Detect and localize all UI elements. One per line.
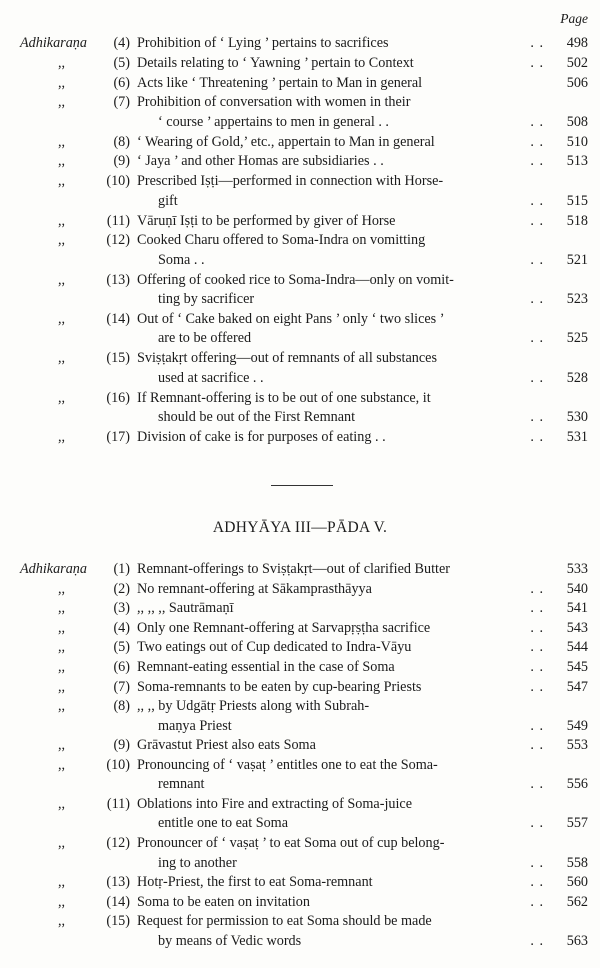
entry-number: (2)	[113, 580, 130, 597]
entry-number: (9)	[113, 153, 130, 170]
leader-dots: . .	[530, 153, 544, 170]
entry-title-line: Soma to be eaten on invitation	[137, 893, 310, 910]
entry-prefix: ,,	[58, 232, 66, 249]
toc-entry	[0, 271, 600, 310]
entry-number: (8)	[113, 133, 130, 150]
toc-section-two	[0, 560, 600, 951]
leader-dots: . .	[530, 212, 544, 229]
entry-number: (3)	[113, 600, 130, 617]
toc-entry	[0, 34, 600, 54]
leader-dots: . .	[530, 330, 544, 347]
entry-prefix: ,,	[58, 153, 66, 170]
entry-title-line: ,, ,, by Udgātṛ Priests along with Subrah-	[137, 698, 370, 715]
toc-entry	[0, 580, 600, 600]
entry-title-line: Grāvastut Priest also eats Soma	[137, 737, 316, 754]
entry-title	[137, 873, 536, 893]
entry-title-line: Soma . .	[158, 251, 205, 268]
toc-entry	[0, 212, 600, 232]
leader-dots: . .	[530, 893, 544, 910]
entry-title-line: ,, ,, ,, Sautrāmaṇī	[137, 600, 234, 617]
entry-title-line: used at sacrifice . .	[158, 369, 264, 386]
entry-title-line: are to be offered	[158, 330, 252, 347]
entry-page-number: 525	[566, 330, 588, 347]
leader-dots: . .	[530, 619, 544, 636]
entry-page-number: 547	[566, 678, 588, 695]
entry-title	[137, 580, 536, 600]
entry-title-line: Request for permission to eat Soma should be made	[137, 913, 432, 930]
entry-title	[137, 172, 536, 211]
entry-title-line: Cooked Charu offered to Soma-Indra on vomitting	[137, 232, 426, 249]
toc-entry	[0, 697, 600, 736]
entry-title	[137, 756, 536, 795]
entry-title-line: ‘ course ’ appertains to men in general . .	[158, 113, 389, 130]
entry-page-number: 506	[566, 74, 588, 91]
entry-number: (10)	[106, 756, 130, 773]
entry-title-line: No remnant-offering at Sākamprasthāyya	[137, 580, 372, 597]
entry-title-line: Acts like ‘ Threatening ’ pertain to Man in general	[137, 74, 423, 91]
entry-number: (9)	[113, 737, 130, 754]
entry-title	[137, 349, 536, 388]
entry-prefix: ,,	[58, 600, 66, 617]
entry-prefix: ,,	[58, 212, 66, 229]
entry-number: (7)	[113, 678, 130, 695]
entry-prefix: ,,	[58, 173, 66, 190]
entry-number: (8)	[113, 698, 130, 715]
leader-dots: . .	[530, 369, 544, 386]
entry-prefix: ,,	[58, 54, 66, 71]
entry-page-number: 540	[566, 580, 588, 597]
entry-page-number: 518	[566, 212, 588, 229]
entry-prefix: ,,	[58, 94, 66, 111]
leader-dots: . .	[530, 658, 544, 675]
entry-title	[137, 638, 536, 658]
entry-number: (4)	[113, 619, 130, 636]
entry-number: (6)	[113, 74, 130, 91]
entry-prefix: ,,	[58, 835, 66, 852]
entry-page-number: 528	[566, 369, 588, 386]
entry-title	[137, 93, 536, 132]
toc-entry	[0, 172, 600, 211]
toc-entry	[0, 736, 600, 756]
toc-entry	[0, 638, 600, 658]
toc-entry	[0, 310, 600, 349]
entry-number: (11)	[106, 212, 130, 229]
entry-number: (17)	[106, 428, 130, 445]
entry-title	[137, 34, 536, 54]
entry-title-line: Remnant-offerings to Sviṣṭakṛt—out of clarified Butter	[137, 561, 450, 577]
toc-entry	[0, 93, 600, 132]
toc-entry	[0, 795, 600, 834]
entry-title	[137, 560, 536, 580]
entry-page-number: 553	[566, 737, 588, 754]
leader-dots: . .	[530, 854, 544, 871]
leader-dots: . .	[530, 737, 544, 754]
toc-entry	[0, 658, 600, 678]
toc-entry	[0, 74, 600, 94]
entry-title	[137, 389, 536, 428]
entry-page-number: 562	[566, 893, 588, 910]
entry-page-number: 510	[566, 133, 588, 150]
entry-title	[137, 54, 536, 74]
entry-prefix: ,,	[58, 658, 66, 675]
leader-dots: . .	[530, 428, 544, 445]
entry-title-line: Prohibition of ‘ Lying ’ pertains to sacrifices	[137, 35, 389, 51]
toc-entry	[0, 54, 600, 74]
toc-entry	[0, 152, 600, 172]
entry-prefix: ,,	[58, 619, 66, 636]
entry-page-number: 515	[566, 192, 588, 209]
leader-dots: . .	[530, 113, 544, 130]
entry-number: (15)	[106, 913, 130, 930]
entry-number: (1)	[113, 561, 130, 577]
entry-title	[137, 212, 536, 232]
leader-dots: . .	[530, 776, 544, 793]
entry-title-line: Two eatings out of Cup dedicated to Indra-Vāyu	[137, 639, 412, 656]
entry-title	[137, 619, 536, 639]
entry-prefix: ,,	[58, 737, 66, 754]
entry-title-line: maṇya Priest	[158, 717, 232, 734]
leader-dots: . .	[530, 639, 544, 656]
leader-dots: . .	[530, 54, 544, 71]
entry-title-line: ‘ Jaya ’ and other Homas are subsidiaries . .	[137, 153, 384, 170]
entry-page-number: 563	[566, 932, 588, 949]
entry-title	[137, 697, 536, 736]
entry-prefix: ,,	[58, 74, 66, 91]
entry-prefix: ,,	[58, 350, 66, 367]
entry-prefix: ,,	[58, 639, 66, 656]
entry-page-number: 549	[566, 717, 588, 734]
section-heading: ADHYĀYA III—PĀDA V.	[212, 519, 388, 536]
toc-entry	[0, 389, 600, 428]
toc-entry	[0, 133, 600, 153]
leader-dots: . .	[530, 717, 544, 734]
entry-number: (13)	[106, 271, 130, 288]
entry-title	[137, 658, 536, 678]
entry-prefix: ,,	[58, 913, 66, 930]
entry-number: (4)	[113, 35, 130, 51]
entry-number: (5)	[113, 639, 130, 656]
entry-title-line: Prescribed Iṣṭi—performed in connection with Horse-	[137, 173, 444, 190]
leader-dots: . .	[530, 580, 544, 597]
entry-title-line: Remnant-eating essential in the case of Soma	[137, 658, 395, 675]
entry-title-line: ing to another	[158, 854, 237, 871]
entry-number: (12)	[106, 232, 130, 249]
entry-title	[137, 893, 536, 913]
toc-section-one	[0, 34, 600, 448]
entry-page-number: 508	[566, 113, 588, 130]
entry-title-line: Pronouncer of ‘ vaṣaṭ ’ to eat Soma out of cup belong-	[137, 835, 445, 852]
entry-title-line: Pronouncing of ‘ vaṣaṭ ’ entitles one to eat the Soma-	[137, 756, 438, 773]
entry-title-line: remnant	[158, 776, 205, 793]
entry-prefix: Adhikaraṇa	[20, 561, 87, 577]
entry-page-number: 545	[566, 658, 588, 675]
entry-title	[137, 74, 536, 94]
entry-number: (14)	[106, 310, 130, 327]
entry-number: (16)	[106, 389, 130, 406]
entry-title	[137, 678, 536, 698]
toc-entry	[0, 678, 600, 698]
entry-prefix: ,,	[58, 271, 66, 288]
entry-title-line: Hotṛ-Priest, the first to eat Soma-remnant	[137, 874, 373, 891]
entry-prefix: ,,	[58, 678, 66, 695]
entry-title	[137, 912, 536, 951]
entry-page-number: 558	[566, 854, 588, 871]
leader-dots: . .	[530, 133, 544, 150]
entry-number: (12)	[106, 835, 130, 852]
entry-number: (5)	[113, 54, 130, 71]
leader-dots: . .	[530, 874, 544, 891]
entry-title	[137, 152, 536, 172]
toc-entry	[0, 893, 600, 913]
entry-title	[137, 599, 536, 619]
entry-title	[137, 736, 536, 756]
entry-title-line: Soma-remnants to be eaten by cup-bearing Priests	[137, 678, 422, 695]
entry-page-number: 556	[566, 776, 588, 793]
entry-prefix: ,,	[58, 389, 66, 406]
entry-number: (11)	[106, 795, 130, 812]
leader-dots: . .	[530, 815, 544, 832]
toc-entry	[0, 756, 600, 795]
entry-title-line: If Remnant-offering is to be out of one substance, it	[137, 389, 431, 406]
entry-title	[137, 795, 536, 834]
entry-page-number: 557	[566, 815, 588, 832]
entry-title-line: gift	[158, 192, 178, 209]
toc-entry	[0, 834, 600, 873]
entry-page-number: 541	[566, 600, 588, 617]
entry-title	[137, 310, 536, 349]
toc-entry	[0, 231, 600, 270]
entry-page-number: 521	[566, 251, 588, 268]
entry-prefix: ,,	[58, 310, 66, 327]
entry-title-line: Vāruṇī Iṣṭi to be performed by giver of Horse	[137, 212, 396, 229]
entry-prefix: Adhikaraṇa	[20, 35, 87, 51]
entry-page-number: 530	[566, 409, 588, 426]
entry-title-line: Oblations into Fire and extracting of Soma-juice	[137, 795, 413, 812]
entry-prefix: ,,	[58, 428, 66, 445]
entry-title-line: Division of cake is for purposes of eating . .	[137, 428, 386, 445]
entry-page-number: 513	[566, 153, 588, 170]
entry-prefix: ,,	[58, 795, 66, 812]
entry-title-line: by means of Vedic words	[158, 932, 302, 949]
entry-title-line: Prohibition of conversation with women in their	[137, 94, 411, 111]
leader-dots: . .	[530, 409, 544, 426]
entry-number: (14)	[106, 893, 130, 910]
entry-number: (6)	[113, 658, 130, 675]
entry-number: (10)	[106, 173, 130, 190]
leader-dots: . .	[530, 932, 544, 949]
entry-title	[137, 834, 536, 873]
entry-page-number: 544	[566, 639, 588, 656]
leader-dots: . .	[530, 678, 544, 695]
entry-prefix: ,,	[58, 580, 66, 597]
entry-title-line: Sviṣṭakṛt offering—out of remnants of all substances	[137, 350, 437, 367]
entry-prefix: ,,	[58, 874, 66, 891]
toc-entry	[0, 560, 600, 580]
toc-entry	[0, 912, 600, 951]
entry-page-number: 502	[566, 54, 588, 71]
entry-page-number: 523	[566, 291, 588, 308]
entry-title	[137, 231, 536, 270]
section-divider	[271, 485, 333, 486]
leader-dots: . .	[530, 192, 544, 209]
entry-prefix: ,,	[58, 698, 66, 715]
entry-prefix: ,,	[58, 893, 66, 910]
toc-entry	[0, 873, 600, 893]
entry-number: (15)	[106, 350, 130, 367]
entry-number: (7)	[113, 94, 130, 111]
page-column-label: Page	[560, 11, 588, 26]
entry-page-number: 543	[566, 619, 588, 636]
entry-title	[137, 133, 536, 153]
entry-page-number: 498	[566, 35, 588, 51]
entry-prefix: ,,	[58, 133, 66, 150]
entry-title-line: ‘ Wearing of Gold,’ etc., appertain to Man in general	[137, 133, 435, 150]
leader-dots: . .	[530, 291, 544, 308]
leader-dots: . .	[530, 600, 544, 617]
entry-number: (13)	[106, 874, 130, 891]
toc-entry	[0, 599, 600, 619]
entry-page-number: 531	[566, 428, 588, 445]
toc-entry	[0, 428, 600, 448]
toc-entry	[0, 349, 600, 388]
entry-title	[137, 271, 536, 310]
entry-page-number: 533	[566, 561, 588, 577]
entry-prefix: ,,	[58, 756, 66, 773]
entry-title-line: Offering of cooked rice to Soma-Indra—only on vomit-	[137, 271, 454, 288]
entry-title-line: entitle one to eat Soma	[158, 815, 289, 832]
entry-title-line: Details relating to ‘ Yawning ’ pertain to Context	[137, 54, 414, 71]
entry-title-line: Only one Remnant-offering at Sarvapṛṣṭha sacrifice	[137, 619, 431, 636]
entry-title-line: ting by sacrificer	[158, 291, 255, 308]
entry-page-number: 560	[566, 874, 588, 891]
entry-title-line: should be out of the First Remnant	[158, 409, 356, 426]
entry-title	[137, 428, 536, 448]
leader-dots: . .	[530, 35, 544, 51]
toc-entry	[0, 619, 600, 639]
entry-title-line: Out of ‘ Cake baked on eight Pans ’ only ‘ two slices ’	[137, 310, 445, 327]
leader-dots: . .	[530, 251, 544, 268]
